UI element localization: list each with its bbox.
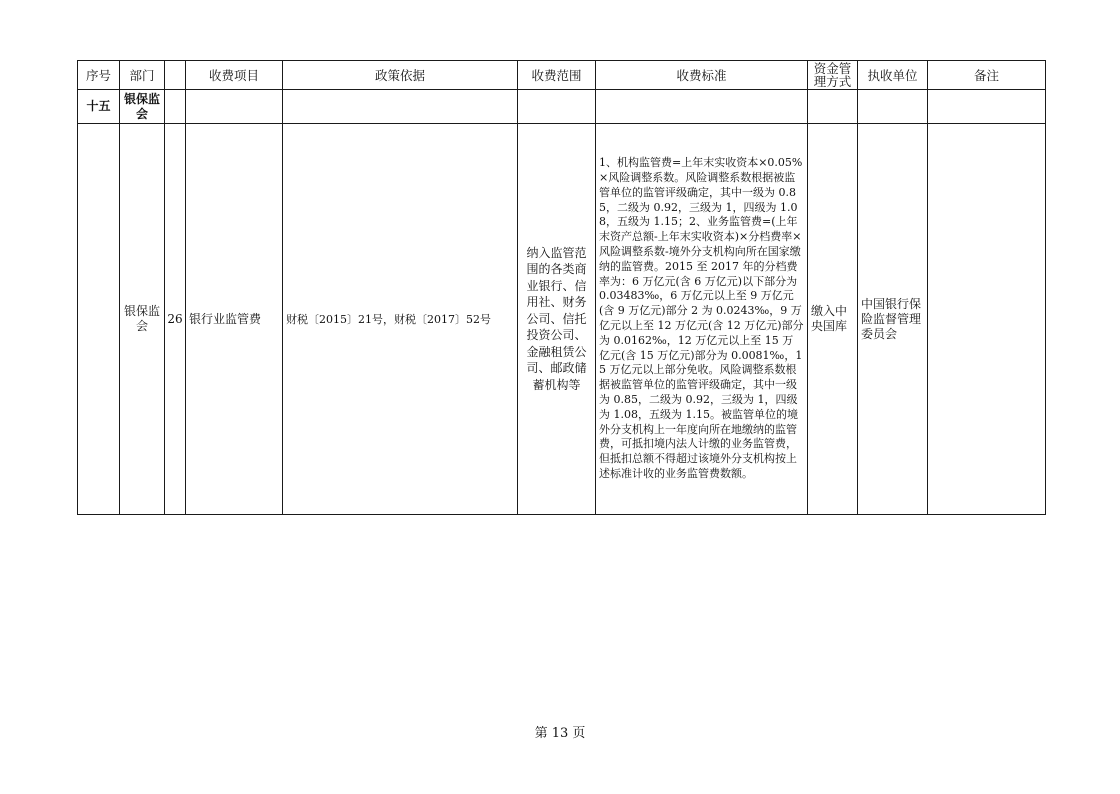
empty-cell — [858, 90, 928, 124]
empty-cell — [928, 90, 1046, 124]
page-number: 第 13 页 — [534, 726, 586, 741]
row-collecting-unit: 中国银行保险监督管理委员会 — [858, 124, 928, 515]
header-policy-basis: 政策依据 — [283, 61, 518, 90]
header-fee-item: 收费项目 — [186, 61, 283, 90]
header-fee-standard: 收费标准 — [596, 61, 808, 90]
header-fee-scope: 收费范围 — [518, 61, 596, 90]
header-collecting-unit: 执收单位 — [858, 61, 928, 90]
empty-cell — [165, 90, 186, 124]
empty-cell — [596, 90, 808, 124]
row-fee-item: 银行业监管费 — [186, 124, 283, 515]
empty-cell — [186, 90, 283, 124]
header-index: 序号 — [78, 61, 120, 90]
row-department: 银保监会 — [120, 124, 165, 515]
empty-cell — [283, 90, 518, 124]
row-index: 26 — [165, 124, 186, 515]
header-department: 部门 — [120, 61, 165, 90]
row-fee-scope: 纳入监管范围的各类商业银行、信用社、财务公司、信托投资公司、金融租赁公司、邮政储蓄机构等 — [518, 124, 596, 515]
header-blank — [165, 61, 186, 90]
fee-table — [77, 60, 1046, 515]
header-row — [78, 61, 1046, 90]
header-fund-management: 资金管理方式 — [808, 61, 858, 90]
section-department: 银保监会 — [120, 90, 165, 124]
row-section-blank — [78, 124, 120, 515]
row-remarks — [928, 124, 1046, 515]
section-row — [78, 90, 1046, 124]
empty-cell — [518, 90, 596, 124]
section-number: 十五 — [78, 90, 120, 124]
row-policy-basis: 财税〔2015〕21号，财税〔2017〕52号 — [283, 124, 518, 515]
row-fund-management: 缴入中央国库 — [808, 124, 858, 515]
table-row — [78, 124, 1046, 515]
header-remarks: 备注 — [928, 61, 1046, 90]
empty-cell — [808, 90, 858, 124]
row-fee-standard: 1、机构监管费=上年末实收资本×0.05%×风险调整系数。风险调整系数根据被监管单位的监管评级确定，其中一级为 0.85，二级为 0.92，三级为 1，四级为 1.08，五级为 1.15；2、业务监管费=(上年末资产总额-上年末实收资本)×分档费率×风险调整系数-境外分支机构向所在国家缴纳的监管费。2015 至 2017 年的分档费率为：6 万亿元(含 6 万亿元)以下部分为 0.03483‰，6 万亿元以上至 9 万亿元(含 9 万亿元)部分 2 为 0.0243‰，9 万亿元以上至 12 万亿元(含 12 万亿元)部分为 0.0162‰，12 万亿元以上至 15 万亿元(含 15 万亿元)部分为 0.0081‰，15 万亿元以上部分免收。风险调整系数根据被监管单位的监管评级确定，其中一级为 0.85，二级为 0.92，三级为 1，四级为 1.08，五级为 1.15。被监管单位的境外分支机构上一年度向所在地缴纳的监管费，可抵扣境内法人计缴的业务监管费，但抵扣总额不得超过该境外分支机构按上述标准计收的业务监管费数额。 — [596, 124, 808, 515]
